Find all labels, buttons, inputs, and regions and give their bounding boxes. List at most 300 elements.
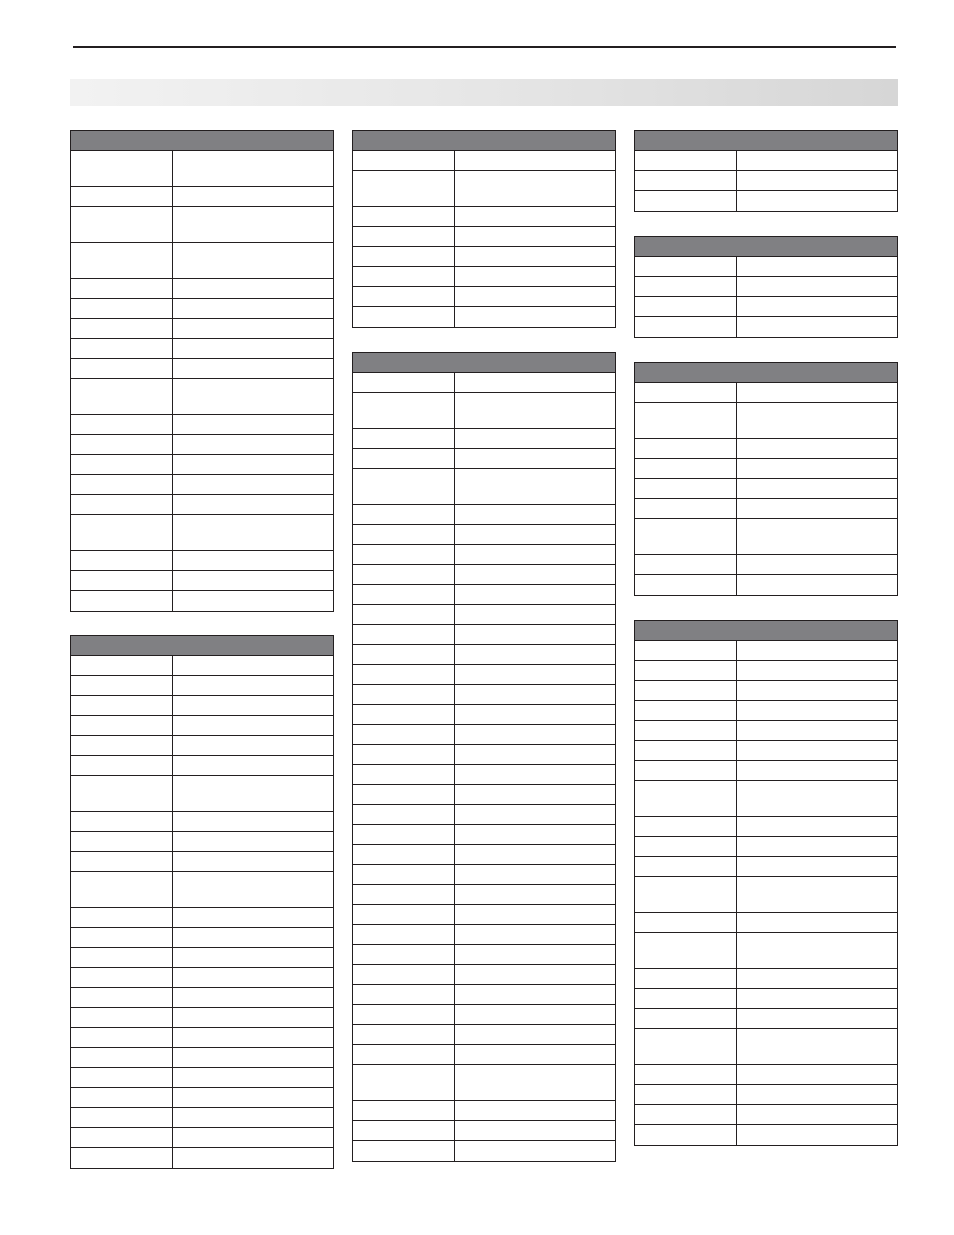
table-row [353,625,615,645]
data-table [634,620,898,1146]
table-cell-value [455,905,615,924]
table-cell-key [635,439,737,458]
table-row [635,257,897,277]
table-cell-key [635,575,737,595]
table-cell-key [353,825,455,844]
table-cell-key [71,279,173,298]
table-cell-key [71,571,173,590]
table-row [635,499,897,519]
table-cell-value [737,555,897,574]
table-cell-value [455,247,615,266]
table-row [635,877,897,913]
table-cell-value [173,339,333,358]
table-cell-value [737,1085,897,1104]
table-cell-key [635,277,737,296]
table-cell-value [455,885,615,904]
table-cell-value [455,373,615,392]
table-cell-value [455,545,615,564]
table-cell-value [173,656,333,675]
table-cell-value [737,741,897,760]
table-row [71,968,333,988]
table-cell-value [455,307,615,327]
table-cell-value [737,297,897,316]
table-cell-value [173,1068,333,1087]
table-cell-key [635,817,737,836]
table-cell-key [635,661,737,680]
table-cell-key [635,191,737,211]
table-cell-value [455,1005,615,1024]
table-row [635,191,897,211]
table-row [353,505,615,525]
table-cell-key [353,307,455,327]
data-table [352,130,616,328]
table-cell-value [173,279,333,298]
table-cell-value [173,872,333,907]
table-cell-key [635,877,737,912]
table-cell-key [353,1065,455,1100]
table-cell-value [173,1088,333,1107]
section-title-band [70,79,898,106]
table-cell-value [737,989,897,1008]
table-row [635,933,897,969]
table-row [71,852,333,872]
table-cell-key [71,852,173,871]
table-cell-value [455,1025,615,1044]
table-cell-value [455,965,615,984]
table-row [353,565,615,585]
table-row [635,383,897,403]
table-cell-value [455,565,615,584]
table-cell-key [353,705,455,724]
table-cell-value [737,439,897,458]
table-row [635,741,897,761]
table-cell-key [71,515,173,550]
table-cell-key [353,565,455,584]
table-row [71,1148,333,1168]
table-row [71,571,333,591]
table-cell-key [353,885,455,904]
table-cell-key [635,1065,737,1084]
table-cell-key [635,171,737,190]
table-row [353,151,615,171]
table-cell-key [635,913,737,932]
table-cell-key [71,776,173,811]
table-row [71,756,333,776]
table-cell-key [353,745,455,764]
table-cell-value [455,227,615,246]
table-row [353,393,615,429]
table-cell-value [737,761,897,780]
table-cell-key [71,988,173,1007]
table-cell-value [173,415,333,434]
table-row [71,339,333,359]
table-row [635,555,897,575]
table-cell-value [173,756,333,775]
table-cell-value [455,1141,615,1161]
table-row [635,1065,897,1085]
table-cell-key [635,1009,737,1028]
table-cell-value [737,257,897,276]
table-cell-value [455,267,615,286]
table-cell-value [173,812,333,831]
table-row [353,247,615,267]
table-row [353,965,615,985]
table-cell-value [455,685,615,704]
table-cell-value [173,1008,333,1027]
table-cell-value [455,525,615,544]
table-cell-value [737,277,897,296]
table-cell-key [71,1008,173,1027]
table-cell-key [71,415,173,434]
table-cell-key [71,832,173,851]
table-row [71,908,333,928]
table-row [71,187,333,207]
table-cell-key [353,1121,455,1140]
table-row [353,545,615,565]
table-row [71,515,333,551]
table-row [353,287,615,307]
table-cell-key [353,207,455,226]
table-row [353,765,615,785]
table-cell-key [71,359,173,378]
table-header [635,363,897,383]
table-row [353,945,615,965]
table-cell-value [173,1128,333,1147]
table-cell-value [173,515,333,550]
table-cell-key [353,605,455,624]
table-cell-key [635,857,737,876]
table-row [71,495,333,515]
table-cell-key [635,151,737,170]
table-cell-key [71,1068,173,1087]
table-row [71,243,333,279]
table-cell-key [353,785,455,804]
table-cell-value [737,721,897,740]
table-row [353,885,615,905]
table-cell-value [173,551,333,570]
table-row [635,171,897,191]
table-row [635,969,897,989]
table-row [353,725,615,745]
table-row [635,459,897,479]
table-cell-key [353,469,455,504]
table-cell-value [737,459,897,478]
table-row [71,696,333,716]
table-row [635,641,897,661]
table-row [353,825,615,845]
table-cell-key [71,756,173,775]
table-cell-key [635,701,737,720]
table-row [635,1029,897,1065]
table-cell-key [71,475,173,494]
table-cell-value [455,449,615,468]
table-cell-key [353,805,455,824]
table-cell-value [173,475,333,494]
table-cell-value [173,852,333,871]
table-cell-value [737,403,897,438]
table-cell-key [635,459,737,478]
table-cell-key [635,969,737,988]
table-cell-value [173,359,333,378]
table-row [353,785,615,805]
table-row [635,681,897,701]
table-cell-value [737,1125,897,1145]
table-cell-key [71,1028,173,1047]
table-cell-value [455,393,615,428]
table-row [71,1068,333,1088]
table-cell-key [353,1025,455,1044]
table-cell-key [353,373,455,392]
table-cell-value [173,435,333,454]
table-cell-key [635,257,737,276]
table-cell-value [455,207,615,226]
table-cell-value [455,505,615,524]
table-cell-value [173,1148,333,1168]
table-row [635,479,897,499]
table-cell-value [737,877,897,912]
table-row [353,805,615,825]
table-cell-key [353,965,455,984]
table-cell-value [455,585,615,604]
table-row [635,761,897,781]
table-row [635,1105,897,1125]
table-cell-value [737,1009,897,1028]
table-row [71,948,333,968]
column-left [70,130,334,1169]
table-row [71,1128,333,1148]
table-cell-value [737,857,897,876]
table-cell-key [353,765,455,784]
table-row [353,373,615,393]
table-header [353,131,615,151]
table-cell-key [71,948,173,967]
table-cell-key [635,781,737,816]
table-cell-key [635,933,737,968]
table-row [353,207,615,227]
table-cell-key [71,656,173,675]
table-cell-key [635,641,737,660]
table-cell-key [71,495,173,514]
table-cell-value [737,499,897,518]
table-row [353,429,615,449]
table-row [71,1008,333,1028]
table-cell-key [353,665,455,684]
table-cell-key [353,151,455,170]
table-row [71,1028,333,1048]
table-cell-value [737,171,897,190]
table-header [353,353,615,373]
table-row [353,845,615,865]
table-cell-key [353,925,455,944]
table-cell-value [455,429,615,448]
table-cell-key [635,479,737,498]
table-cell-key [71,676,173,695]
table-cell-value [173,832,333,851]
table-cell-value [455,805,615,824]
table-row [71,299,333,319]
table-row [71,832,333,852]
table-row [635,439,897,459]
table-row [635,857,897,877]
table-row [71,151,333,187]
table-row [353,1045,615,1065]
table-cell-value [455,845,615,864]
table-cell-value [173,988,333,1007]
table-cell-value [737,383,897,402]
table-cell-key [353,905,455,924]
table-cell-key [71,319,173,338]
table-cell-value [737,519,897,554]
table-row [353,307,615,327]
table-cell-key [71,207,173,242]
table-cell-key [71,736,173,755]
table-cell-key [71,243,173,278]
table-cell-value [173,151,333,186]
table-cell-value [173,379,333,414]
table-row [635,661,897,681]
table-row [353,1121,615,1141]
table-cell-value [173,776,333,811]
table-row [353,525,615,545]
table-cell-key [353,1005,455,1024]
table-cell-value [737,317,897,337]
table-row [635,317,897,337]
column-right [634,130,898,1146]
table-row [71,776,333,812]
table-row [71,988,333,1008]
table-cell-key [353,1101,455,1120]
table-cell-value [455,1101,615,1120]
table-cell-key [71,908,173,927]
table-cell-value [173,968,333,987]
table-cell-value [455,1121,615,1140]
table-row [71,551,333,571]
top-rule [73,46,896,48]
table-cell-value [737,837,897,856]
table-cell-value [737,817,897,836]
table-row [71,435,333,455]
table-cell-key [353,1141,455,1161]
table-row [353,685,615,705]
table-cell-value [737,661,897,680]
table-row [353,469,615,505]
table-row [353,1141,615,1161]
table-cell-value [737,913,897,932]
table-cell-key [71,551,173,570]
table-cell-key [71,1148,173,1168]
table-row [71,279,333,299]
table-header [635,237,897,257]
data-table [634,236,898,338]
table-row [353,925,615,945]
table-cell-key [71,1108,173,1127]
table-row [353,1025,615,1045]
table-cell-key [635,317,737,337]
table-cell-key [71,812,173,831]
table-cell-value [737,1065,897,1084]
table-cell-key [71,716,173,735]
table-row [635,1125,897,1145]
table-cell-value [455,605,615,624]
table-cell-key [353,645,455,664]
table-row [71,1108,333,1128]
table-cell-value [737,575,897,595]
data-table [634,362,898,596]
table-cell-value [173,676,333,695]
table-cell-value [455,785,615,804]
table-row [71,415,333,435]
table-row [353,665,615,685]
table-cell-value [737,701,897,720]
table-cell-value [737,781,897,816]
table-row [353,645,615,665]
table-cell-key [71,1048,173,1067]
table-cell-value [173,1028,333,1047]
table-header [635,131,897,151]
table-cell-key [353,545,455,564]
table-cell-value [173,908,333,927]
table-row [635,701,897,721]
table-row [635,781,897,817]
table-row [353,227,615,247]
table-row [71,716,333,736]
table-cell-key [635,555,737,574]
table-cell-key [635,403,737,438]
table-cell-key [635,1105,737,1124]
table-cell-value [737,191,897,211]
table-cell-key [353,1045,455,1064]
table-cell-value [455,287,615,306]
table-row [635,817,897,837]
table-row [353,585,615,605]
table-cell-value [737,1105,897,1124]
table-cell-value [737,969,897,988]
table-cell-key [71,151,173,186]
table-cell-value [737,681,897,700]
table-row [635,1009,897,1029]
table-cell-value [455,645,615,664]
table-cell-key [353,227,455,246]
table-cell-value [173,1108,333,1127]
table-cell-value [173,716,333,735]
table-cell-value [173,736,333,755]
table-cell-key [71,696,173,715]
table-row [71,736,333,756]
table-row [71,1088,333,1108]
table-cell-value [455,171,615,206]
table-cell-value [455,665,615,684]
table-header [71,131,333,151]
table-cell-value [173,591,333,611]
table-row [353,605,615,625]
table-cell-key [71,187,173,206]
table-cell-value [737,641,897,660]
table-cell-key [353,985,455,1004]
table-cell-key [635,1085,737,1104]
table-row [71,475,333,495]
table-cell-key [71,455,173,474]
table-cell-value [455,985,615,1004]
table-cell-key [635,761,737,780]
table-cell-key [635,1125,737,1145]
table-cell-value [455,865,615,884]
table-cell-key [71,435,173,454]
table-row [71,591,333,611]
table-cell-key [635,383,737,402]
table-cell-key [353,845,455,864]
table-cell-key [353,945,455,964]
table-cell-value [455,1045,615,1064]
